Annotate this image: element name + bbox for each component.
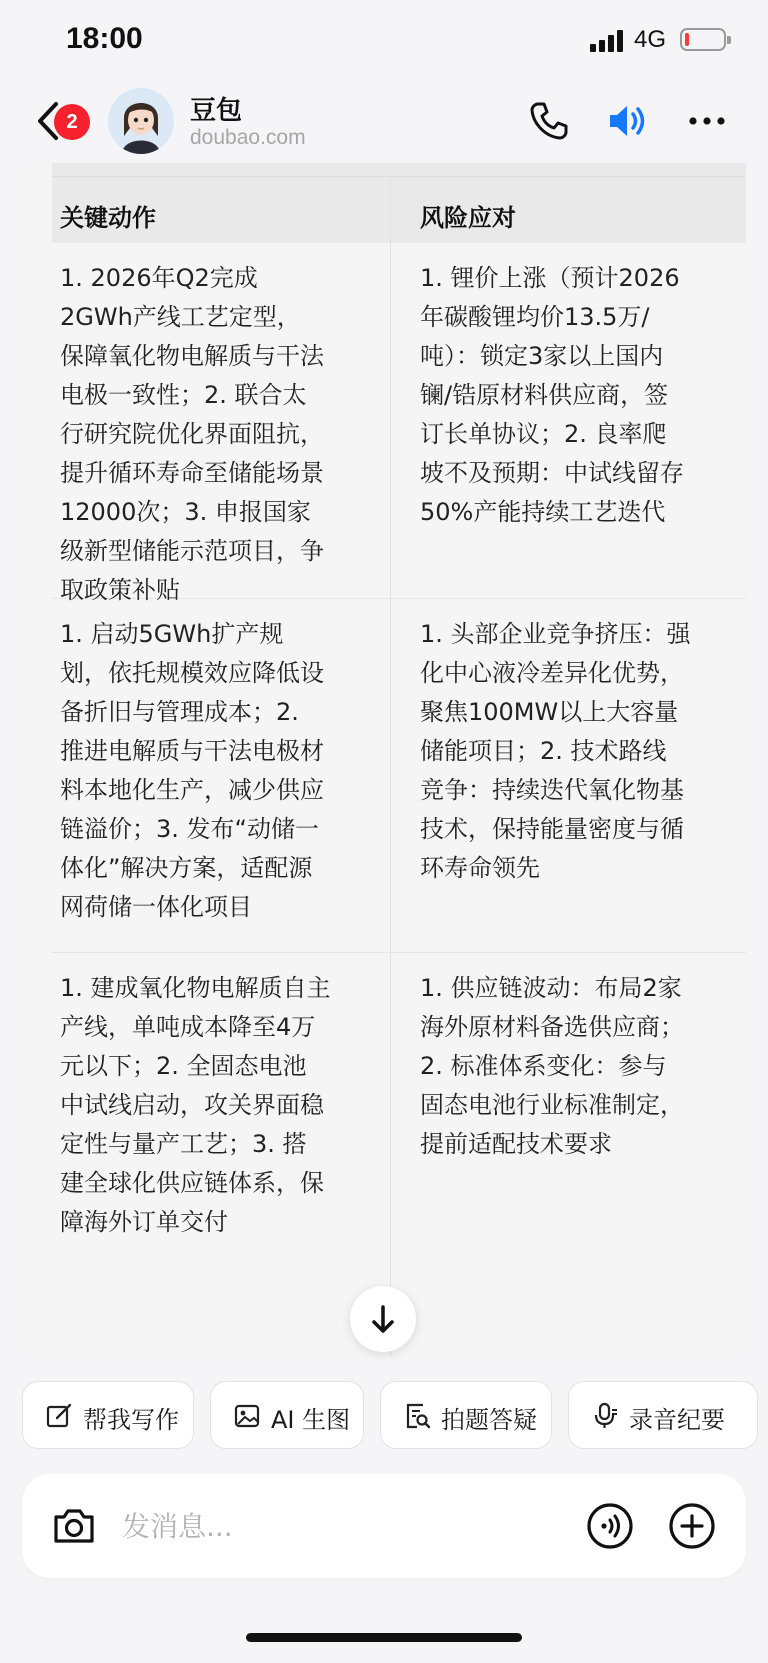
camera-button[interactable] (50, 1502, 98, 1550)
cell-text-line: 产线，单吨成本降至4万 (60, 1013, 316, 1041)
table-cell-risk (420, 615, 691, 888)
phone-icon (526, 98, 572, 144)
cell-text-line: 1. 2026年Q2完成 (60, 264, 258, 292)
cell-text-line: 1. 建成氧化物电解质自主 (60, 974, 331, 1002)
cell-text-line: 备折旧与管理成本；2. (60, 698, 299, 726)
contact-domain: doubao.com (190, 126, 306, 149)
battery-icon (680, 28, 726, 51)
chip-photo-qa[interactable]: 拍题答疑 (380, 1381, 552, 1449)
quick-actions (0, 1381, 768, 1451)
header-risk-response: 风险应对 (420, 204, 516, 232)
chip-recording-notes[interactable]: 录音纪要 (568, 1381, 758, 1449)
cell-text-line: 聚焦100MW以上大容量 (420, 698, 679, 726)
table-cell-action (60, 969, 331, 1242)
cell-text-line: 提前适配技术要求 (420, 1130, 612, 1158)
cell-text-line: 电极一致性；2. 联合太 (60, 381, 307, 409)
cell-text-line: 镧/锆原材料供应商，签 (420, 381, 669, 409)
cell-text-line: 固态电池行业标准制定， (420, 1091, 684, 1119)
more-button[interactable] (686, 98, 732, 144)
cell-text-line: 障海外订单交付 (60, 1208, 228, 1236)
cell-text-line: 2. 标准体系变化：参与 (420, 1052, 667, 1080)
plus-circle-icon (668, 1502, 716, 1550)
cell-text-line: 订长单协议；2. 良率爬 (420, 420, 667, 448)
voice-wave-icon (586, 1502, 634, 1550)
speaker-button[interactable] (604, 98, 650, 144)
image-icon (233, 1402, 261, 1430)
cell-text-line: 储能项目；2. 技术路线 (420, 737, 667, 765)
table-cell-risk (420, 259, 684, 532)
cell-text-line: 环寿命领先 (420, 854, 540, 882)
cell-text-line: 竞争：持续迭代氧化物基 (420, 776, 684, 804)
cell-text-line: 50%产能持续工艺迭代 (420, 498, 666, 526)
chat-header (0, 84, 768, 164)
cell-text-line: 元以下；2. 全固态电池 (60, 1052, 307, 1080)
message-input-bar (22, 1474, 746, 1578)
camera-icon (50, 1502, 98, 1550)
cell-text-line: 推进电解质与干法电极材 (60, 737, 324, 765)
cell-text-line: 1. 供应链波动：布局2家 (420, 974, 682, 1002)
cell-text-line: 级新型储能示范项目，争 (60, 537, 324, 565)
cell-text-line: 行研究院优化界面阻抗， (60, 420, 324, 448)
add-button[interactable] (668, 1502, 716, 1550)
cell-text-line: 1. 锂价上涨（预计2026 (420, 264, 680, 292)
cell-text-line: 划，依托规模效应降低设 (60, 659, 324, 687)
table-cell-risk (420, 969, 684, 1164)
voice-call-button[interactable] (586, 1502, 634, 1550)
message-input[interactable] (122, 1498, 542, 1554)
cell-text-line: 2GWh产线工艺定型， (60, 303, 301, 331)
cell-text-line: 坡不及预期：中试线留存 (420, 459, 684, 487)
contact-name: 豆包 (190, 96, 243, 126)
unread-badge: 2 (54, 104, 90, 140)
cell-text-line: 年碳酸锂均价13.5万/ (420, 303, 650, 331)
cell-text-line: 取政策补贴 (60, 576, 180, 604)
home-indicator (246, 1633, 522, 1642)
cell-text-line: 提升循环寿命至储能场景 (60, 459, 324, 487)
status-time: 18:00 (66, 22, 143, 55)
cell-text-line: 网荷储一体化项目 (60, 893, 252, 921)
cell-text-line: 1. 启动5GWh扩产规 (60, 620, 284, 648)
plan-table[interactable] (52, 163, 746, 1356)
cell-text-line: 12000次；3. 申报国家 (60, 498, 311, 526)
table-cell-action (60, 259, 324, 610)
table-cell-action (60, 615, 324, 927)
cell-text-line: 料本地化生产，减少供应 (60, 776, 324, 804)
edit-icon (45, 1402, 73, 1430)
status-bar (0, 0, 768, 84)
scan-doc-icon (403, 1402, 431, 1430)
cell-text-line: 海外原材料备选供应商； (420, 1013, 684, 1041)
cell-text-line: 建全球化供应链体系，保 (60, 1169, 324, 1197)
table-header (52, 177, 746, 243)
call-button[interactable] (526, 98, 572, 144)
cell-text-line: 定性与量产工艺；3. 搭 (60, 1130, 307, 1158)
chip-writing[interactable]: 帮我写作 (22, 1381, 194, 1449)
network-type: 4G (634, 26, 667, 53)
speaker-icon (604, 98, 650, 144)
cell-text-line: 链溢价；3. 发布“动储一 (60, 815, 319, 843)
cell-text-line: 保障氧化物电解质与干法 (60, 342, 324, 370)
message-card (22, 163, 746, 1356)
arrow-down-icon (350, 1286, 416, 1352)
cell-text-line: 吨）：锁定3家以上国内 (420, 342, 664, 370)
avatar[interactable] (108, 88, 174, 154)
cell-text-line: 化中心液冷差异化优势， (420, 659, 684, 687)
scroll-to-bottom-button[interactable] (350, 1286, 416, 1352)
chip-ai-image[interactable]: AI 生图 (210, 1381, 364, 1449)
microphone-icon (591, 1402, 619, 1430)
cell-text-line: 1. 头部企业竞争挤压：强 (420, 620, 691, 648)
cell-text-line: 体化”解决方案，适配源 (60, 854, 313, 882)
signal-icon (590, 30, 624, 52)
cell-text-line: 技术，保持能量密度与循 (420, 815, 684, 843)
more-icon (686, 98, 732, 144)
cell-text-line: 中试线启动，攻关界面稳 (60, 1091, 324, 1119)
header-key-actions: 关键动作 (60, 204, 156, 232)
